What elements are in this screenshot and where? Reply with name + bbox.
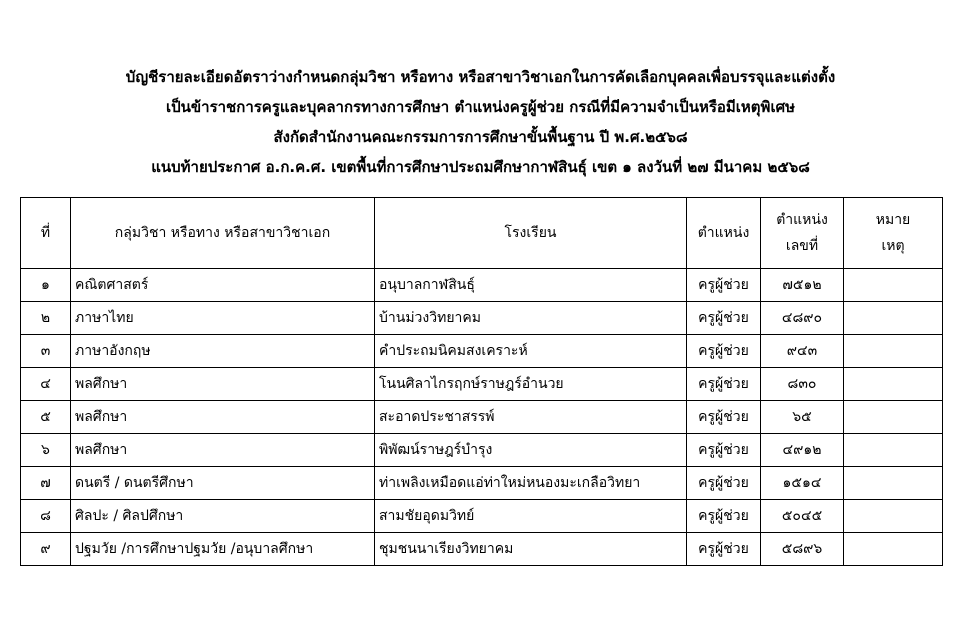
cell-position: ครูผู้ช่วย: [687, 500, 761, 533]
cell-remark: [844, 302, 943, 335]
cell-no: ๗: [21, 467, 71, 500]
cell-school: คำประถมนิคมสงเคราะห์: [375, 335, 687, 368]
cell-subject: ปฐมวัย /การศึกษาปฐมวัย /อนุบาลศึกษา: [71, 533, 375, 566]
header-remark-line-2: เหตุ: [881, 238, 905, 254]
cell-school: พิพัฒน์ราษฎร์บำรุง: [375, 434, 687, 467]
header-line-3: สังกัดสำนักงานคณะกรรมการการศึกษาขั้นพื้นฐาน ปี พ.ศ.๒๕๖๘: [273, 128, 688, 146]
cell-remark: [844, 401, 943, 434]
cell-school: สามชัยอุดมวิทย์: [375, 500, 687, 533]
cell-remark: [844, 269, 943, 302]
header-line-1: บัญชีรายละเอียดอัตราว่างกำหนดกลุ่มวิชา หรือทาง หรือสาขาวิชาเอกในการคัดเลือกบุคคลเพื่อบรรจุและแต่งตั้ง: [125, 68, 836, 86]
cell-position: ครูผู้ช่วย: [687, 434, 761, 467]
cell-subject: ดนตรี / ดนตรีศึกษา: [71, 467, 375, 500]
cell-position: ครูผู้ช่วย: [687, 368, 761, 401]
cell-no: ๖: [21, 434, 71, 467]
cell-subject: ภาษาอังกฤษ: [71, 335, 375, 368]
cell-position: ครูผู้ช่วย: [687, 269, 761, 302]
header-line-4: แนบท้ายประกาศ อ.ก.ค.ศ. เขตพื้นที่การศึกษาประถมศึกษากาฬสินธุ์ เขต ๑ ลงวันที่ ๒๗ มีนาคม ๒๕๖๘: [151, 158, 810, 176]
cell-school: สะอาดประชาสรรพ์: [375, 401, 687, 434]
header-remark-line-1: หมาย: [875, 212, 911, 228]
table-body: [21, 269, 943, 566]
cell-remark: [844, 368, 943, 401]
cell-subject: พลศึกษา: [71, 434, 375, 467]
cell-remark: [844, 434, 943, 467]
header-position: ตำแหน่ง: [687, 198, 761, 269]
cell-school: อนุบาลกาฬสินธุ์: [375, 269, 687, 302]
cell-no: ๙: [21, 533, 71, 566]
cell-position: ครูผู้ช่วย: [687, 302, 761, 335]
cell-position-number: ๕๘๙๖: [761, 533, 844, 566]
cell-no: ๓: [21, 335, 71, 368]
cell-subject: ภาษาไทย: [71, 302, 375, 335]
cell-no: ๕: [21, 401, 71, 434]
cell-position-number: ๑๕๑๔: [761, 467, 844, 500]
cell-remark: [844, 500, 943, 533]
cell-remark: [844, 467, 943, 500]
table-row: [21, 401, 943, 434]
cell-subject: ศิลปะ / ศิลปศึกษา: [71, 500, 375, 533]
cell-remark: [844, 533, 943, 566]
cell-school: ท่าเพลิงเหมือดแอ่ท่าใหม่หนองมะเกลือวิทยา: [375, 467, 687, 500]
table-row: [21, 434, 943, 467]
cell-no: ๑: [21, 269, 71, 302]
header-school: โรงเรียน: [375, 198, 687, 269]
cell-position-number: ๖๕: [761, 401, 844, 434]
header-position-number-line-1: ตำแหน่ง: [776, 212, 828, 228]
cell-no: ๔: [21, 368, 71, 401]
table-row: [21, 500, 943, 533]
cell-school: บ้านม่วงวิทยาคม: [375, 302, 687, 335]
document-header: [0, 62, 961, 182]
header-no: ที่: [21, 198, 71, 269]
table-row: [21, 533, 943, 566]
table-row: [21, 335, 943, 368]
cell-subject: พลศึกษา: [71, 401, 375, 434]
header-position-number-line-2: เลขที่: [785, 238, 819, 254]
cell-position-number: ๔๙๑๒: [761, 434, 844, 467]
header-line-2: เป็นข้าราชการครูและบุคลากรทางการศึกษา ตำแหน่งครูผู้ช่วย กรณีที่มีความจำเป็นหรือมีเหตุพิเศษ: [166, 98, 795, 116]
cell-position-number: ๙๔๓: [761, 335, 844, 368]
cell-position-number: ๕๐๔๕: [761, 500, 844, 533]
cell-position: ครูผู้ช่วย: [687, 533, 761, 566]
cell-position-number: ๘๓๐: [761, 368, 844, 401]
cell-no: ๘: [21, 500, 71, 533]
cell-no: ๒: [21, 302, 71, 335]
cell-position: ครูผู้ช่วย: [687, 401, 761, 434]
table-header-row: [21, 198, 943, 269]
header-remark: [844, 198, 943, 269]
cell-position-number: ๗๕๑๒: [761, 269, 844, 302]
cell-position-number: ๔๘๙๐: [761, 302, 844, 335]
cell-school: โนนศิลาไกรฤกษ์ราษฎร์อำนวย: [375, 368, 687, 401]
cell-subject: คณิตศาสตร์: [71, 269, 375, 302]
vacancy-table: [20, 197, 943, 566]
table-row: [21, 368, 943, 401]
header-subject: กลุ่มวิชา หรือทาง หรือสาขาวิชาเอก: [71, 198, 375, 269]
cell-subject: พลศึกษา: [71, 368, 375, 401]
table-row: [21, 467, 943, 500]
cell-school: ชุมชนนาเรียงวิทยาคม: [375, 533, 687, 566]
cell-remark: [844, 335, 943, 368]
table-row: [21, 269, 943, 302]
header-position-number: [761, 198, 844, 269]
cell-position: ครูผู้ช่วย: [687, 467, 761, 500]
cell-position: ครูผู้ช่วย: [687, 335, 761, 368]
table-row: [21, 302, 943, 335]
